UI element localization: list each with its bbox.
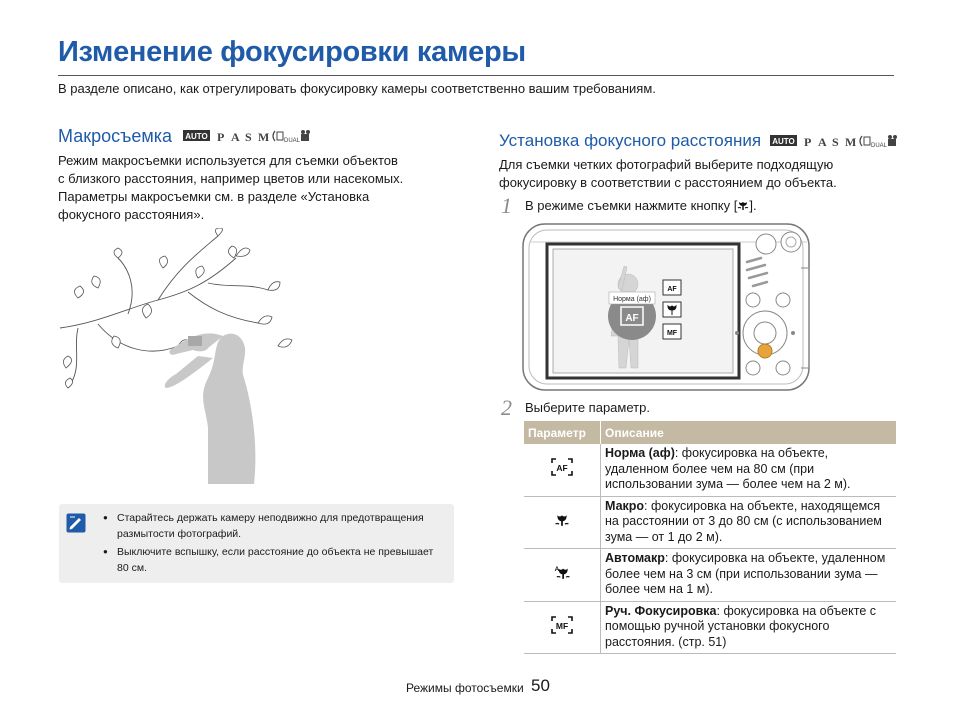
table-desc-cell <box>601 549 897 602</box>
focus-table <box>524 421 896 654</box>
table-desc-cell <box>601 601 897 654</box>
m-mode-icon: M <box>258 130 270 145</box>
page-number: 50 <box>531 676 550 695</box>
s-mode-icon: S <box>245 130 252 145</box>
movie-icon <box>888 135 897 146</box>
auto-mode-icon <box>770 135 797 146</box>
p-mode-icon: P <box>803 134 812 149</box>
option-name: Автомакр <box>605 551 665 565</box>
footer-section-label: Режимы фотосъемки <box>406 681 524 695</box>
focus-heading-text: Установка фокусного расстояния <box>499 131 762 150</box>
table-icon-cell <box>524 444 601 496</box>
macro-description <box>58 152 403 224</box>
option-desc: : фокусировка на объекте, удаленном более чем на 3 см (при использовании зума — более чем на 1 м). <box>605 551 886 596</box>
note-pencil-icon <box>66 513 86 533</box>
note-list <box>103 510 443 578</box>
svg-text:AF: AF <box>556 463 568 473</box>
option-name: Руч. Фокусировка <box>605 603 717 618</box>
movie-icon <box>301 130 310 141</box>
option-desc: : фокусировка на объекте, находящемся на расстоянии от 3 до 80 см (с использованием зума — от 1 до 2 м). <box>605 498 882 544</box>
table-row <box>524 496 896 549</box>
normal-af-icon <box>551 458 573 476</box>
macro-icon <box>737 199 749 211</box>
dual-is-icon <box>273 131 301 144</box>
table-row <box>524 444 896 496</box>
mode-icons <box>183 125 311 146</box>
auto-macro-icon <box>554 564 570 580</box>
note-item: ● Старайтесь держать камеру неподвижно для предотвращения размытости фотографий. <box>103 510 443 542</box>
step-1-number: 1 <box>501 193 512 218</box>
a-mode-icon: A <box>817 134 827 149</box>
table-row <box>524 549 896 602</box>
screen-focus-label: Норма (аф) <box>613 296 651 303</box>
svg-text:MF: MF <box>666 330 678 337</box>
macro-illustration <box>58 228 298 484</box>
table-header-row <box>524 421 896 444</box>
step-1-label: В режиме съемки нажмите кнопку [ <box>525 198 738 213</box>
table-icon-cell <box>524 549 601 602</box>
macro-heading <box>58 125 311 147</box>
svg-text:AF: AF <box>667 286 677 293</box>
step-1-text <box>525 198 757 213</box>
svg-text:A: A <box>554 565 560 573</box>
camera-illustration <box>521 218 821 394</box>
auto-mode-icon <box>183 130 210 141</box>
mode-icons-right <box>770 130 898 150</box>
title-divider <box>58 75 894 76</box>
step-1-suffix: ]. <box>749 198 757 213</box>
macro-line: Режим макросъемки используется для съемки объектов <box>58 153 398 168</box>
m-mode-icon: M <box>844 134 857 149</box>
table-icon-cell <box>524 601 601 654</box>
option-name: Норма (аф) <box>605 446 675 460</box>
svg-text:MF: MF <box>555 620 569 631</box>
step-2-text: Выберите параметр. <box>525 400 650 415</box>
table-icon-cell <box>524 496 601 549</box>
step-2-number: 2 <box>501 395 512 420</box>
intro-text: В разделе описано, как отрегулировать фокусировку камеры соответственно вашим требованиям. <box>58 81 656 96</box>
a-mode-icon: A <box>231 130 240 145</box>
focus-description <box>499 156 837 192</box>
option-desc: : фокусировка на объекте с помощью ручной установки фокусного расстояния. (стр. 51) <box>605 603 877 649</box>
auto-label-text: AUTO <box>185 132 208 142</box>
table-row <box>524 601 896 654</box>
focus-heading <box>499 130 898 151</box>
manual-focus-icon <box>551 616 573 634</box>
option-name: Макро <box>605 498 645 513</box>
macro-heading-text: Макросъемка <box>58 126 173 146</box>
table-desc-cell <box>601 444 897 496</box>
page-title: Изменение фокусировки камеры <box>58 36 526 68</box>
macro-icon <box>555 513 569 527</box>
s-mode-icon: S <box>831 134 839 149</box>
option-desc: : фокусировка на объекте, удаленном более чем на 80 см (при использовании зума — более чем на 2 м). <box>605 446 851 491</box>
dual-label-text: DUAL <box>284 138 301 145</box>
table-header-desc: Описание <box>601 421 897 444</box>
table-header-param: Параметр <box>524 421 601 444</box>
macro-line: с близкого расстояния, например цветов или насекомых. <box>58 171 404 186</box>
p-mode-icon: P <box>217 130 225 145</box>
focus-line: Для съемки четких фотографий выберите подходящую <box>499 157 834 172</box>
svg-text:AF: AF <box>625 313 639 324</box>
dual-is-icon <box>860 136 888 149</box>
focus-line: фокусировку в соответствии с расстоянием до объекта. <box>499 175 837 190</box>
table-desc-cell <box>601 496 897 549</box>
note-item: ● Выключите вспышку, если расстояние до объекта не превышает 80 см. <box>103 544 443 576</box>
macro-line: Параметры макросъемки см. в разделе «Установка <box>58 189 370 204</box>
dual-label-text: DUAL <box>870 142 887 149</box>
auto-label-text: AUTO <box>772 136 795 146</box>
macro-line: фокусного расстояния». <box>58 207 205 222</box>
